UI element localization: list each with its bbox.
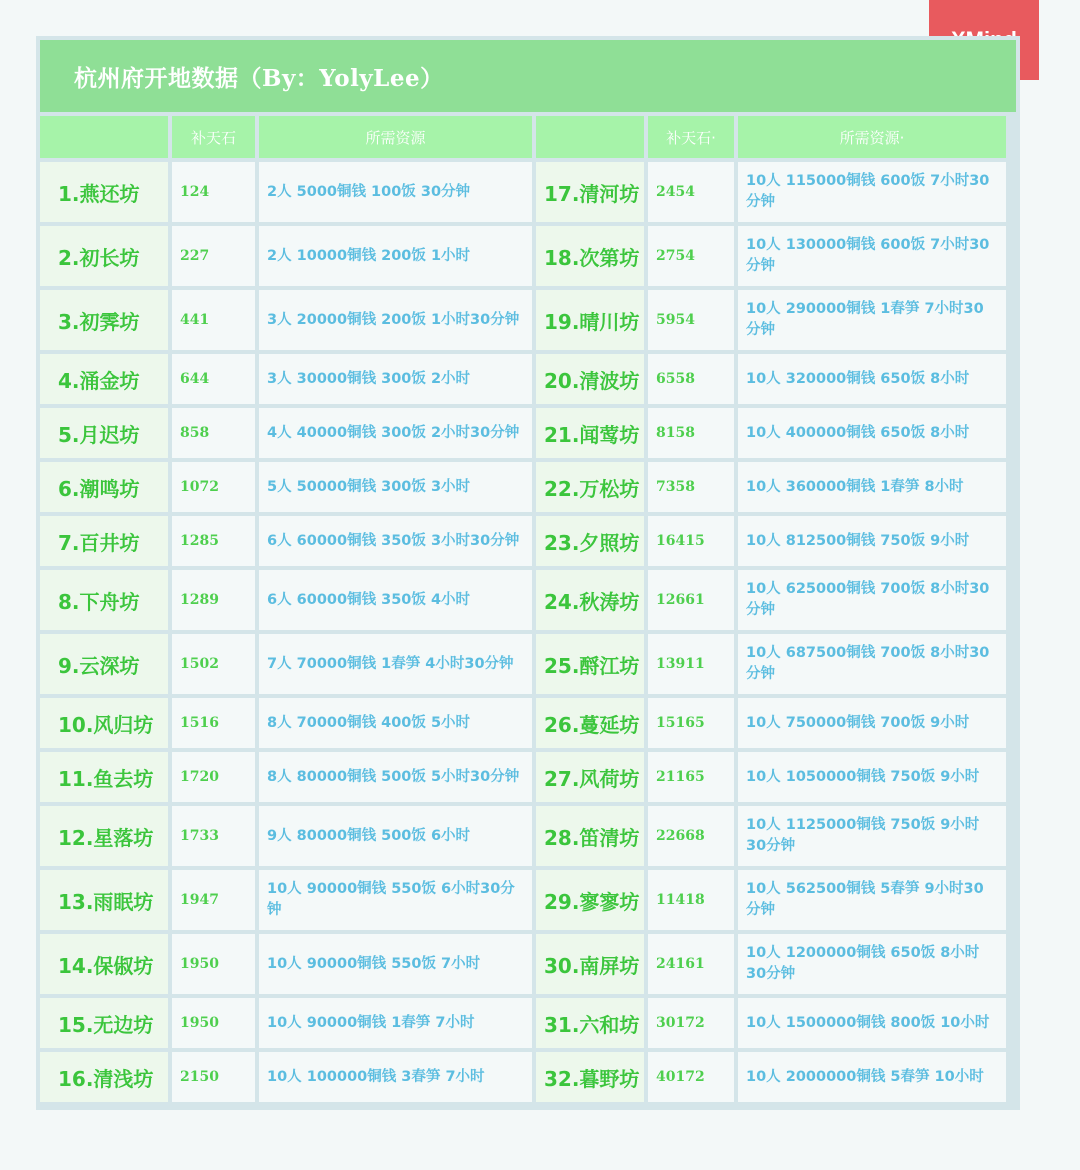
row-resources-left: 5人 50000铜钱 300饭 3小时 bbox=[259, 462, 532, 512]
row-name-right: 21.闻莺坊 bbox=[536, 408, 644, 458]
row-resources-right: 10人 130000铜钱 600饭 7小时30分钟 bbox=[738, 226, 1006, 286]
row-resources-left: 8人 70000铜钱 400饭 5小时 bbox=[259, 698, 532, 748]
header-stone-left: 补天石 bbox=[172, 116, 255, 158]
row-stone-right: 5954 bbox=[648, 290, 734, 350]
row-stone-left: 1516 bbox=[172, 698, 255, 748]
row-resources-left: 10人 90000铜钱 550饭 7小时 bbox=[259, 934, 532, 994]
row-stone-left: 227 bbox=[172, 226, 255, 286]
header-resources-right: 所需资源· bbox=[738, 116, 1006, 158]
row-stone-right: 22668 bbox=[648, 806, 734, 866]
row-name-right: 28.笛清坊 bbox=[536, 806, 644, 866]
row-stone-left: 1947 bbox=[172, 870, 255, 930]
row-resources-right: 10人 360000铜钱 1春笋 8小时 bbox=[738, 462, 1006, 512]
row-stone-right: 8158 bbox=[648, 408, 734, 458]
row-name-right: 27.风荷坊 bbox=[536, 752, 644, 802]
row-name-left: 12.星落坊 bbox=[40, 806, 168, 866]
row-name-right: 30.南屏坊 bbox=[536, 934, 644, 994]
row-stone-left: 1289 bbox=[172, 570, 255, 630]
row-name-left: 11.鱼去坊 bbox=[40, 752, 168, 802]
row-stone-right: 6558 bbox=[648, 354, 734, 404]
row-stone-right: 16415 bbox=[648, 516, 734, 566]
row-resources-right: 10人 1500000铜钱 800饭 10小时 bbox=[738, 998, 1006, 1048]
row-stone-left: 858 bbox=[172, 408, 255, 458]
row-resources-left: 3人 20000铜钱 200饭 1小时30分钟 bbox=[259, 290, 532, 350]
row-stone-left: 1502 bbox=[172, 634, 255, 694]
row-resources-right: 10人 115000铜钱 600饭 7小时30分钟 bbox=[738, 162, 1006, 222]
row-resources-right: 10人 2000000铜钱 5春笋 10小时 bbox=[738, 1052, 1006, 1102]
row-resources-right: 10人 812500铜钱 750饭 9小时 bbox=[738, 516, 1006, 566]
row-stone-right: 7358 bbox=[648, 462, 734, 512]
row-resources-right: 10人 400000铜钱 650饭 8小时 bbox=[738, 408, 1006, 458]
row-name-right: 19.晴川坊 bbox=[536, 290, 644, 350]
row-resources-right: 10人 750000铜钱 700饭 9小时 bbox=[738, 698, 1006, 748]
row-stone-right: 24161 bbox=[648, 934, 734, 994]
row-stone-left: 124 bbox=[172, 162, 255, 222]
row-resources-left: 2人 5000铜钱 100饭 30分钟 bbox=[259, 162, 532, 222]
row-resources-right: 10人 1200000铜钱 650饭 8小时30分钟 bbox=[738, 934, 1006, 994]
row-stone-right: 2454 bbox=[648, 162, 734, 222]
row-stone-right: 40172 bbox=[648, 1052, 734, 1102]
title-bar bbox=[40, 40, 1016, 112]
header-name-left bbox=[40, 116, 168, 158]
header-stone-right: 补天石· bbox=[648, 116, 734, 158]
row-name-left: 15.无边坊 bbox=[40, 998, 168, 1048]
row-name-left: 7.百井坊 bbox=[40, 516, 168, 566]
row-stone-left: 1720 bbox=[172, 752, 255, 802]
row-resources-right: 10人 320000铜钱 650饭 8小时 bbox=[738, 354, 1006, 404]
row-name-right: 24.秋涛坊 bbox=[536, 570, 644, 630]
row-name-left: 6.潮鸣坊 bbox=[40, 462, 168, 512]
row-name-left: 2.初长坊 bbox=[40, 226, 168, 286]
row-name-left: 3.初霁坊 bbox=[40, 290, 168, 350]
row-name-right: 17.清河坊 bbox=[536, 162, 644, 222]
row-resources-left: 6人 60000铜钱 350饭 3小时30分钟 bbox=[259, 516, 532, 566]
row-resources-left: 2人 10000铜钱 200饭 1小时 bbox=[259, 226, 532, 286]
row-name-right: 22.万松坊 bbox=[536, 462, 644, 512]
row-stone-left: 1733 bbox=[172, 806, 255, 866]
row-name-left: 8.下舟坊 bbox=[40, 570, 168, 630]
row-stone-left: 1950 bbox=[172, 934, 255, 994]
row-stone-left: 2150 bbox=[172, 1052, 255, 1102]
row-stone-left: 644 bbox=[172, 354, 255, 404]
row-stone-right: 12661 bbox=[648, 570, 734, 630]
row-name-right: 25.酹江坊 bbox=[536, 634, 644, 694]
header-resources-left: 所需资源 bbox=[259, 116, 532, 158]
row-stone-left: 1950 bbox=[172, 998, 255, 1048]
row-resources-left: 9人 80000铜钱 500饭 6小时 bbox=[259, 806, 532, 866]
row-resources-left: 6人 60000铜钱 350饭 4小时 bbox=[259, 570, 532, 630]
row-name-right: 32.暮野坊 bbox=[536, 1052, 644, 1102]
row-stone-right: 21165 bbox=[648, 752, 734, 802]
row-resources-right: 10人 625000铜钱 700饭 8小时30分钟 bbox=[738, 570, 1006, 630]
row-name-left: 14.保俶坊 bbox=[40, 934, 168, 994]
row-resources-right: 10人 1125000铜钱 750饭 9小时30分钟 bbox=[738, 806, 1006, 866]
row-resources-left: 10人 90000铜钱 1春笋 7小时 bbox=[259, 998, 532, 1048]
row-stone-left: 441 bbox=[172, 290, 255, 350]
row-stone-left: 1285 bbox=[172, 516, 255, 566]
row-name-left: 13.雨眠坊 bbox=[40, 870, 168, 930]
row-stone-left: 1072 bbox=[172, 462, 255, 512]
row-name-right: 29.寥寥坊 bbox=[536, 870, 644, 930]
row-resources-right: 10人 290000铜钱 1春笋 7小时30分钟 bbox=[738, 290, 1006, 350]
row-name-left: 4.涌金坊 bbox=[40, 354, 168, 404]
data-table-container bbox=[36, 36, 1020, 1110]
row-resources-left: 7人 70000铜钱 1春笋 4小时30分钟 bbox=[259, 634, 532, 694]
row-name-right: 23.夕照坊 bbox=[536, 516, 644, 566]
row-stone-right: 2754 bbox=[648, 226, 734, 286]
row-name-left: 1.燕还坊 bbox=[40, 162, 168, 222]
data-table bbox=[40, 116, 1016, 1102]
row-resources-left: 3人 30000铜钱 300饭 2小时 bbox=[259, 354, 532, 404]
row-stone-right: 11418 bbox=[648, 870, 734, 930]
row-stone-right: 13911 bbox=[648, 634, 734, 694]
row-name-right: 31.六和坊 bbox=[536, 998, 644, 1048]
row-name-left: 5.月迟坊 bbox=[40, 408, 168, 458]
row-resources-left: 4人 40000铜钱 300饭 2小时30分钟 bbox=[259, 408, 532, 458]
row-name-right: 20.清波坊 bbox=[536, 354, 644, 404]
row-resources-left: 10人 90000铜钱 550饭 6小时30分钟 bbox=[259, 870, 532, 930]
row-resources-left: 8人 80000铜钱 500饭 5小时30分钟 bbox=[259, 752, 532, 802]
header-name-right bbox=[536, 116, 644, 158]
row-name-right: 18.次第坊 bbox=[536, 226, 644, 286]
page-title: 杭州府开地数据（By：YolyLee） bbox=[74, 64, 444, 92]
row-name-right: 26.蔓延坊 bbox=[536, 698, 644, 748]
row-stone-right: 30172 bbox=[648, 998, 734, 1048]
row-name-left: 10.风归坊 bbox=[40, 698, 168, 748]
row-resources-right: 10人 687500铜钱 700饭 8小时30分钟 bbox=[738, 634, 1006, 694]
row-resources-right: 10人 562500铜钱 5春笋 9小时30分钟 bbox=[738, 870, 1006, 930]
row-name-left: 9.云深坊 bbox=[40, 634, 168, 694]
row-resources-right: 10人 1050000铜钱 750饭 9小时 bbox=[738, 752, 1006, 802]
row-name-left: 16.清浅坊 bbox=[40, 1052, 168, 1102]
row-stone-right: 15165 bbox=[648, 698, 734, 748]
row-resources-left: 10人 100000铜钱 3春笋 7小时 bbox=[259, 1052, 532, 1102]
